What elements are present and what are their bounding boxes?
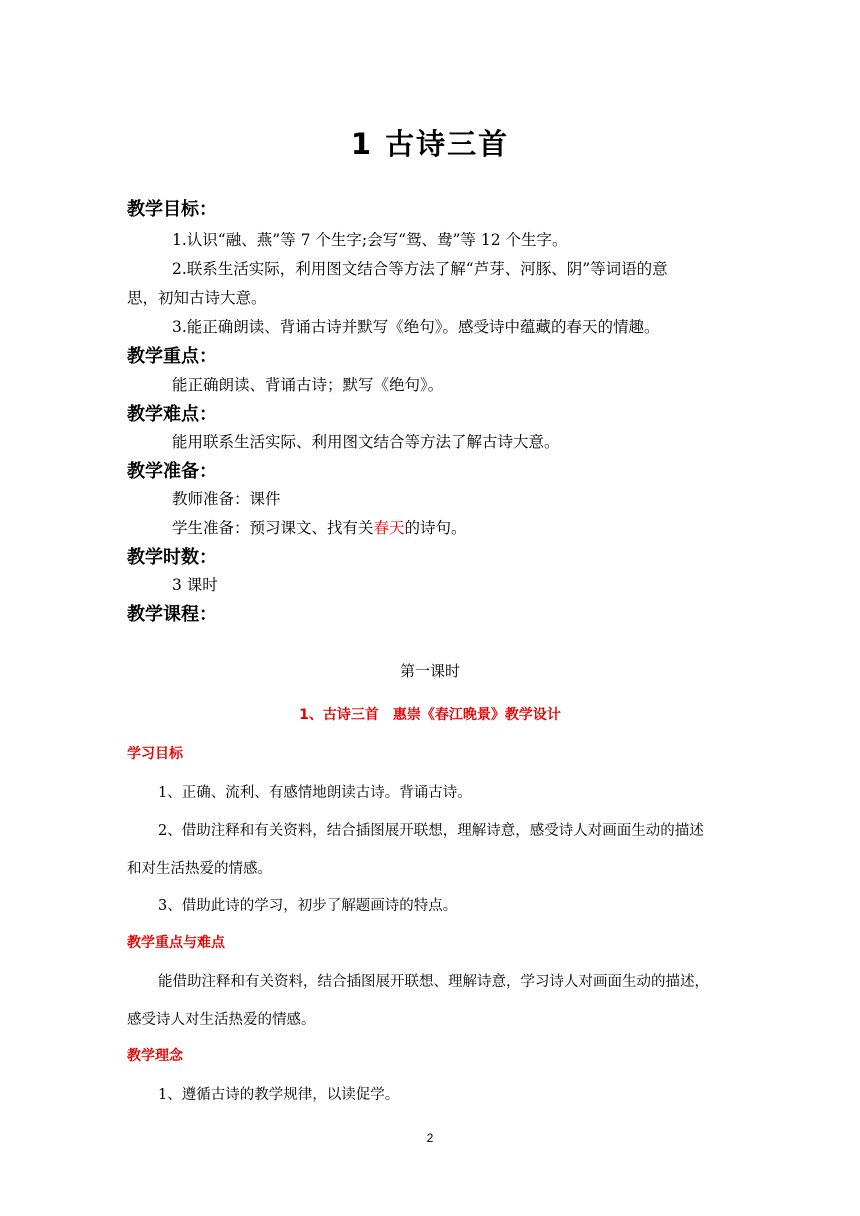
focus-line-2: 感受诗人对生活热爱的情感。 (127, 1012, 316, 1028)
focus-line-1: 能借助注释和有关资料，结合插图展开联想、理解诗意，学习诗人对画面生动的描述， (158, 974, 709, 990)
lesson-period: 第一课时 (399, 662, 460, 680)
teacher-preparation: 教师准备：课件 (172, 490, 281, 508)
goal-item-2-line-1: 2.联系生活实际，利用图文结合等方法了解“芦芽、河豚、阴”等词语的意 (172, 260, 668, 278)
difficulties-heading: 教学难点： (127, 404, 217, 425)
objectives-heading: 学习目标 (127, 746, 183, 762)
student-preparation-start: 学生准备：预习课文、找有关 (172, 519, 374, 537)
objective-1: 1、正确、流利、有感情地朗读古诗。背诵古诗。 (158, 785, 472, 801)
goal-item-2-line-2: 思，初知古诗大意。 (127, 289, 267, 307)
hours-heading: 教学时数： (127, 547, 217, 568)
hours-text: 3 课时 (172, 576, 218, 594)
student-preparation (172, 516, 467, 538)
design-title: 1、古诗三首 惠崇《春江晚景》教学设计 (299, 707, 561, 723)
preparation-heading: 教学准备： (127, 461, 217, 482)
difficulties-text: 能用联系生活实际、利用图文结合等方法了解古诗大意。 (172, 433, 560, 451)
key-points-heading: 教学重点： (127, 346, 217, 367)
objective-3: 3、借助此诗的学习，初步了解题画诗的特点。 (158, 898, 458, 914)
goals-heading: 教学目标： (127, 199, 217, 220)
key-points-text: 能正确朗读、背诵古诗；默写《绝句》。 (172, 376, 444, 394)
objective-2-line-1: 2、借助注释和有关资料，结合插图展开联想，理解诗意，感受诗人对画面生动的描述 (158, 823, 704, 839)
objective-2-line-2: 和对生活热爱的情感。 (127, 861, 272, 877)
focus-heading: 教学重点与难点 (127, 935, 225, 951)
concept-heading: 教学理念 (127, 1048, 183, 1064)
document-title: 1 古诗三首 (350, 127, 510, 161)
concept-1: 1、遵循古诗的教学规律，以读促学。 (158, 1087, 400, 1103)
process-heading: 教学课程： (127, 604, 217, 625)
goal-item-1: 1.认识“融、燕”等 7 个生字;会写“鸳、鸯”等 12 个生字。 (172, 231, 568, 249)
goal-item-3: 3.能正确朗读、背诵古诗并默写《绝句》。感受诗中蕴藏的春天的情趣。 (172, 318, 660, 336)
page-number: 2 (426, 1131, 434, 1145)
student-preparation-end: 的诗句。 (404, 519, 467, 537)
highlight-spring: 春天 (373, 519, 405, 537)
